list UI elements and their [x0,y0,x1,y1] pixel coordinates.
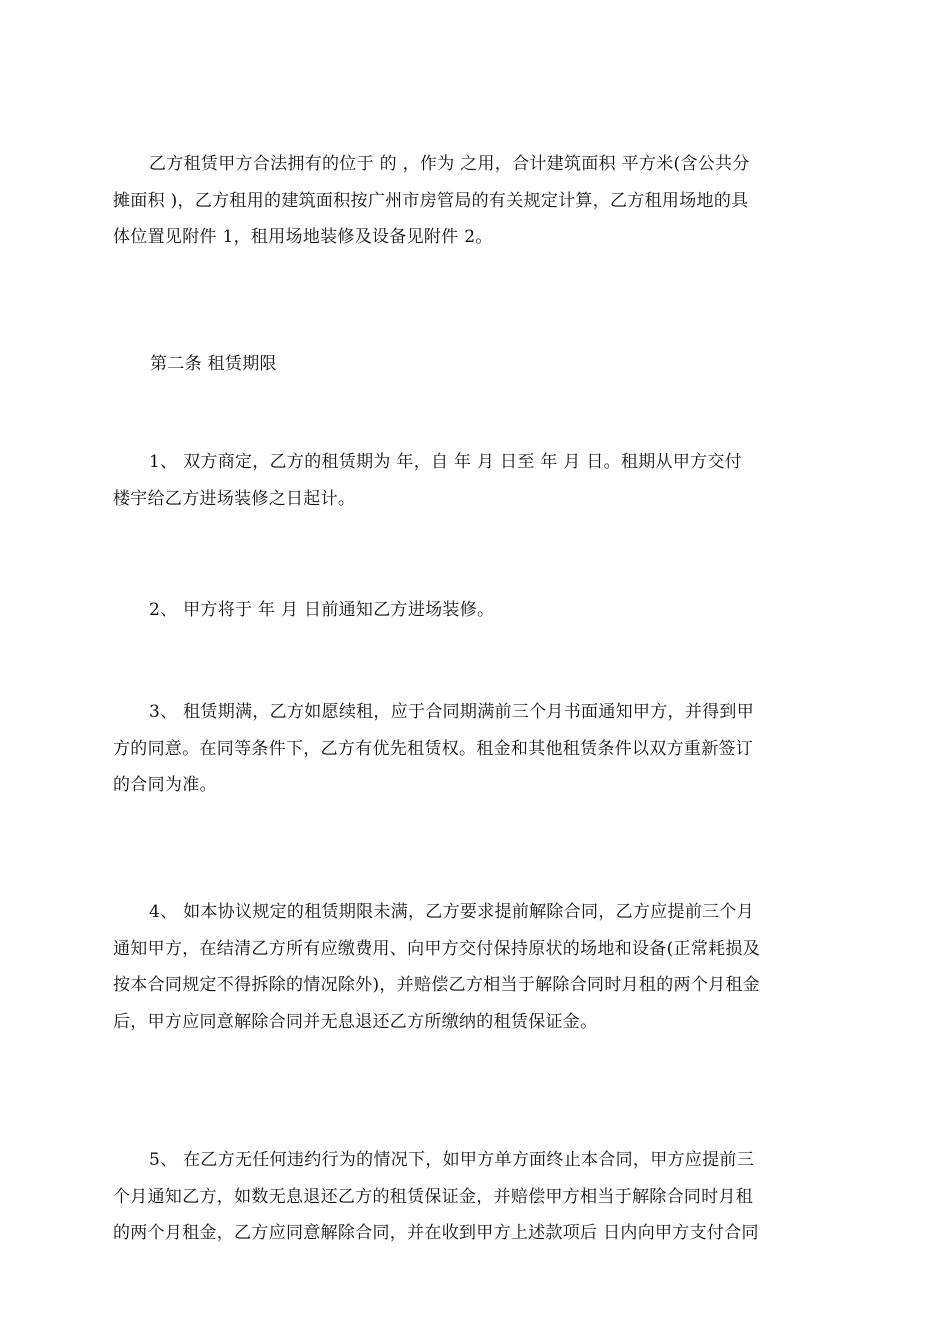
clause-1 [113,444,838,517]
paragraph-line: 方的同意。在同等条件下，乙方有优先租赁权。租金和其他租赁条件以双方重新签订 [113,738,754,759]
paragraph-line: 后，甲方应同意解除合同并无息退还乙方所缴纳的租赁保证金。 [113,1011,598,1032]
paragraph-line: 个月通知乙方，如数无息退还乙方的租赁保证金，并赔偿甲方相当于解除合同时月租 [113,1186,754,1207]
paragraph-line: 5、 在乙方无任何违约行为的情况下，如甲方单方面终止本合同，甲方应提前三 [149,1150,755,1170]
section-heading: 第二条 租赁期限 [150,354,277,374]
paragraph-line: 通知甲方，在结清乙方所有应缴费用、向甲方交付保持原状的场地和设备(正常耗损及 [113,938,761,959]
paragraph-line: 4、 如本协议规定的租赁期限未满，乙方要求提前解除合同，乙方应提前三个月 [149,902,755,922]
paragraph-line: 3、 租赁期满，乙方如愿续租，应于合同期满前三个月书面通知甲方，并得到甲 [149,702,755,722]
paragraph-line: 2、 甲方将于 年 月 日前通知乙方进场装修。 [149,600,495,620]
paragraph-line: 摊面积 )，乙方租用的建筑面积按广州市房管局的有关规定计算，乙方租用场地的具 [113,190,749,211]
clause-2 [113,592,838,629]
paragraph-line: 的两个月租金，乙方应同意解除合同，并在收到甲方上述款项后 日内向甲方支付合同 [113,1223,759,1243]
clause-4 [113,894,838,1040]
paragraph-line: 按本合同规定不得拆除的情况除外)，并赔偿乙方相当于解除合同时月租的两个月租金 [113,975,761,995]
paragraph-line: 乙方租赁甲方合法拥有的位于 的 ，作为 之用，合计建筑面积 平方米(含公共分 [149,154,750,174]
intro-paragraph [113,146,838,256]
paragraph-line: 1、 双方商定，乙方的租赁期为 年，自 年 月 日至 年 月 日。租期从甲方交付 [149,452,743,472]
clause-3 [113,694,838,804]
clause-5 [113,1142,838,1252]
paragraph-line: 体位置见附件 1，租用场地装修及设备见附件 2。 [113,227,493,247]
paragraph-line: 的合同为准。 [113,775,217,795]
paragraph-line: 楼宇给乙方进场装修之日起计。 [113,488,356,509]
